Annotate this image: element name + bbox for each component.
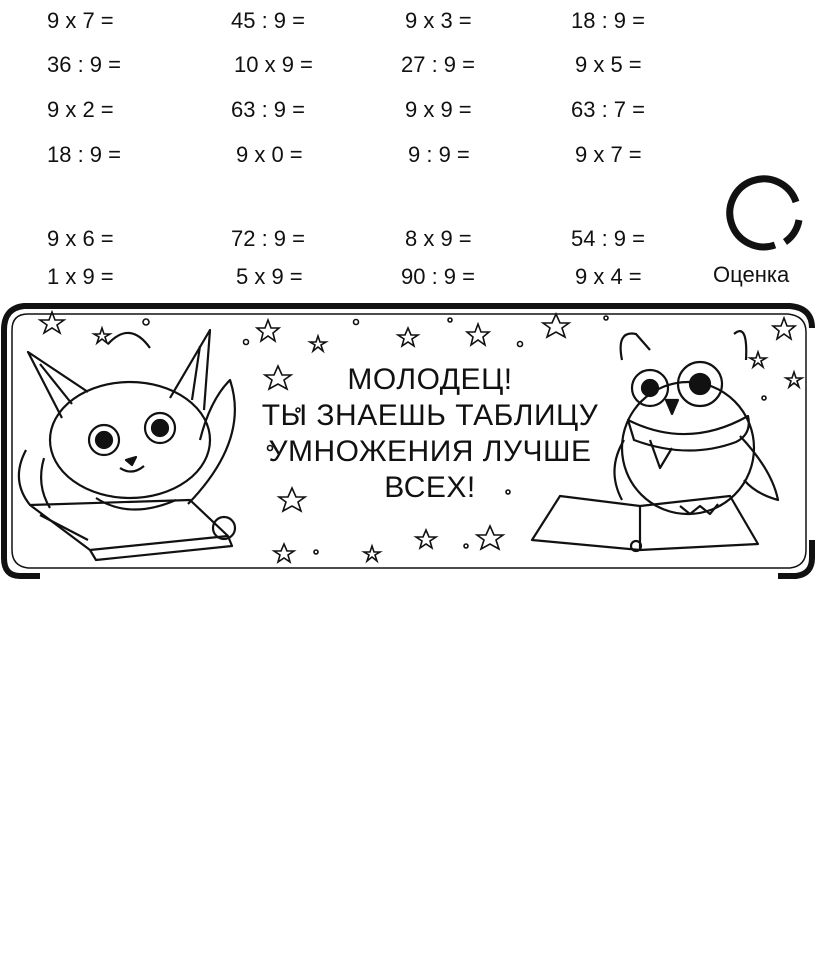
exercise-item: 18 : 9 =: [47, 142, 122, 167]
exercise-item: 9 x 0 =: [236, 142, 303, 167]
exercise-item: 72 : 9 =: [231, 226, 306, 251]
exercise-item: 90 : 9 =: [401, 264, 476, 289]
exercise-item: 27 : 9 =: [401, 52, 476, 77]
exercise-item: 5 x 9 =: [236, 264, 303, 289]
exercise-item: 9 x 7 =: [47, 8, 114, 33]
exercise-item: 9 x 2 =: [47, 97, 114, 122]
fox-icon: [19, 330, 235, 560]
exercise-item: 63 : 7 =: [571, 97, 646, 122]
exercise-item: 54 : 9 =: [571, 226, 646, 251]
exercise-item: 18 : 9 =: [571, 8, 646, 33]
exercise-item: 10 x 9 =: [234, 52, 313, 77]
exercise-item: 9 x 5 =: [575, 52, 642, 77]
praise-line: МОЛОДЕЦ!: [347, 363, 513, 396]
exercise-item: 9 x 7 =: [575, 142, 642, 167]
praise-line: УМНОЖЕНИЯ ЛУЧШЕ: [268, 435, 592, 468]
exercise-item: 63 : 9 =: [231, 97, 306, 122]
exercise-item: 8 x 9 =: [405, 226, 472, 251]
exercise-item: 9 x 4 =: [575, 264, 642, 289]
grade-circle-icon: [725, 172, 805, 252]
exercise-item: 36 : 9 =: [47, 52, 122, 77]
praise-message: [230, 362, 630, 506]
praise-line: ТЫ ЗНАЕШЬ ТАБЛИЦУ: [261, 399, 599, 432]
exercise-item: 9 x 9 =: [405, 97, 472, 122]
exercise-item: 9 : 9 =: [408, 142, 470, 167]
praise-line: ВСЕХ!: [384, 471, 476, 504]
exercise-item: 9 x 3 =: [405, 8, 472, 33]
grade-label: Оценка: [713, 262, 790, 287]
exercise-item: 9 x 6 =: [47, 226, 114, 251]
exercise-item: 1 x 9 =: [47, 264, 114, 289]
exercise-item: 45 : 9 =: [231, 8, 306, 33]
